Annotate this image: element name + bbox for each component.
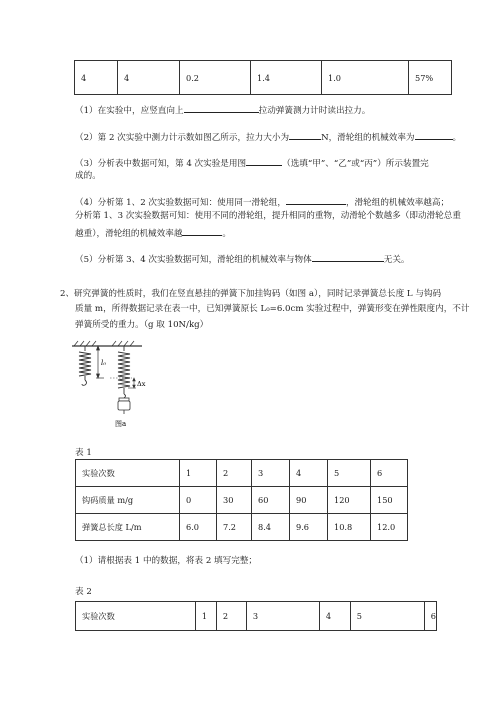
table-cell: 3 xyxy=(252,460,290,487)
table-2 xyxy=(75,601,437,631)
table-cell: 1.4 xyxy=(251,61,322,95)
question-text: （5）分析第 3、4 次实验数据可知，滑轮组的机械效率与物体 xyxy=(75,255,312,265)
table-cell: 8.4 xyxy=(252,514,290,541)
answer-blank[interactable] xyxy=(286,195,346,205)
table-cell: 2 xyxy=(217,460,252,487)
l0-label: l₀ xyxy=(101,359,107,367)
answer-blank[interactable] xyxy=(246,156,282,166)
table-cell: 1 xyxy=(195,602,216,631)
table-cell: 60 xyxy=(252,487,290,514)
table-question: （1）请根据表 1 中的数据，将表 2 填写完整； xyxy=(75,556,258,566)
question-text: N，滑轮组的机械效率为 xyxy=(321,133,415,143)
table-row xyxy=(76,602,437,631)
question-4-cont: 分析第 1、3 次实验数据可知：使用不同的滑轮组，提升相同的重物，动滑轮个数越多（即动滑轮总重 xyxy=(75,211,461,221)
question-text: ，滑轮组的机械效率越高； xyxy=(345,198,450,208)
question-text: （3）分析表中数据可知，第 4 次实验是用图 xyxy=(75,159,247,169)
table-cell: 5 xyxy=(328,460,371,487)
table-cell: 120 xyxy=(328,487,371,514)
question-text: （2）第 2 次实验中测力计示数如图乙所示，拉力大小为 xyxy=(75,133,290,143)
table-cell: 12.0 xyxy=(371,514,408,541)
answer-blank[interactable] xyxy=(184,103,259,113)
table-1-title: 表 1 xyxy=(75,448,92,458)
table-cell: 4 xyxy=(319,602,350,631)
question-4 xyxy=(75,195,449,209)
table-1 xyxy=(75,459,408,541)
answer-blank[interactable] xyxy=(182,226,222,236)
answer-blank[interactable] xyxy=(312,252,384,262)
table-cell: 0 xyxy=(180,487,217,514)
table-cell: 6 xyxy=(424,602,436,631)
answer-blank[interactable] xyxy=(289,130,321,140)
table-cell: 9.6 xyxy=(290,514,328,541)
question-text: 无关。 xyxy=(383,255,410,265)
table-row xyxy=(75,61,452,95)
table-cell: 57% xyxy=(409,61,452,95)
top-data-table xyxy=(74,60,452,95)
table-cell: 150 xyxy=(371,487,408,514)
question-text: 。 xyxy=(452,133,462,143)
table-cell: 4 xyxy=(118,61,180,95)
table-cell: 2 xyxy=(216,602,246,631)
question-text: （1）在实验中，应竖直向上 xyxy=(75,106,184,116)
problem-2-line: 2、研究弹簧的性质时，我们在竖直悬挂的弹簧下加挂钩码（如图 a），同时记录弹簧总长度 L 与钩码 xyxy=(60,289,442,299)
question-1 xyxy=(75,103,370,117)
table-cell: 4 xyxy=(75,61,118,95)
question-3-cont: 成的。 xyxy=(75,171,101,181)
question-2 xyxy=(75,130,461,144)
question-text: 。 xyxy=(222,229,232,239)
weight-icon xyxy=(118,398,130,414)
question-text: 拉动弹簧测力计时读出拉力。 xyxy=(258,106,371,116)
question-text: （4）分析第 1、2 次实验数据可知：使用同一滑轮组， xyxy=(75,198,286,208)
table-row xyxy=(76,460,408,487)
problem-2-line: 弹簧所受的重力。（g 取 10N/kg） xyxy=(75,320,209,330)
problem-2-line: 质量 m，所得数据记录在表一中，已知弹簧原长 L₀=6.0cm 实验过程中，弹簧形变在弹性限度内，不计 xyxy=(75,304,470,314)
table-cell: 3 xyxy=(246,602,319,631)
question-3 xyxy=(75,156,429,170)
question-4-cont xyxy=(75,226,231,240)
spring-figure xyxy=(70,340,160,435)
table-cell: 0.2 xyxy=(180,61,251,95)
question-5 xyxy=(75,252,410,266)
spring-left xyxy=(79,346,91,385)
answer-blank[interactable] xyxy=(415,130,453,140)
table-cell: 30 xyxy=(217,487,252,514)
table-cell: 1 xyxy=(180,460,217,487)
spring-right xyxy=(118,346,130,398)
question-text: 越重），滑轮组的机械效率越 xyxy=(75,229,183,239)
table-cell: 1.0 xyxy=(322,61,409,95)
table-cell: 6 xyxy=(371,460,408,487)
dx-label: Δx xyxy=(137,380,146,388)
table-cell: 7.2 xyxy=(217,514,252,541)
table-cell: 10.8 xyxy=(328,514,371,541)
table-cell: 5 xyxy=(350,602,424,631)
table-cell: 90 xyxy=(290,487,328,514)
figure-caption: 图a xyxy=(115,420,127,428)
table-cell: 钩码质量 m/g xyxy=(76,487,180,514)
table-cell: 6.0 xyxy=(180,514,217,541)
table-cell: 实验次数 xyxy=(76,602,196,631)
table-cell: 4 xyxy=(290,460,328,487)
table-row xyxy=(76,487,408,514)
table-row xyxy=(76,514,408,541)
table-2-title: 表 2 xyxy=(75,587,92,597)
table-cell: 实验次数 xyxy=(76,460,180,487)
question-text: （选填“甲”、“乙”或“丙”）所示装置完 xyxy=(282,159,429,169)
table-cell: 弹簧总长度 L/m xyxy=(76,514,180,541)
spring-diagram xyxy=(70,340,160,435)
